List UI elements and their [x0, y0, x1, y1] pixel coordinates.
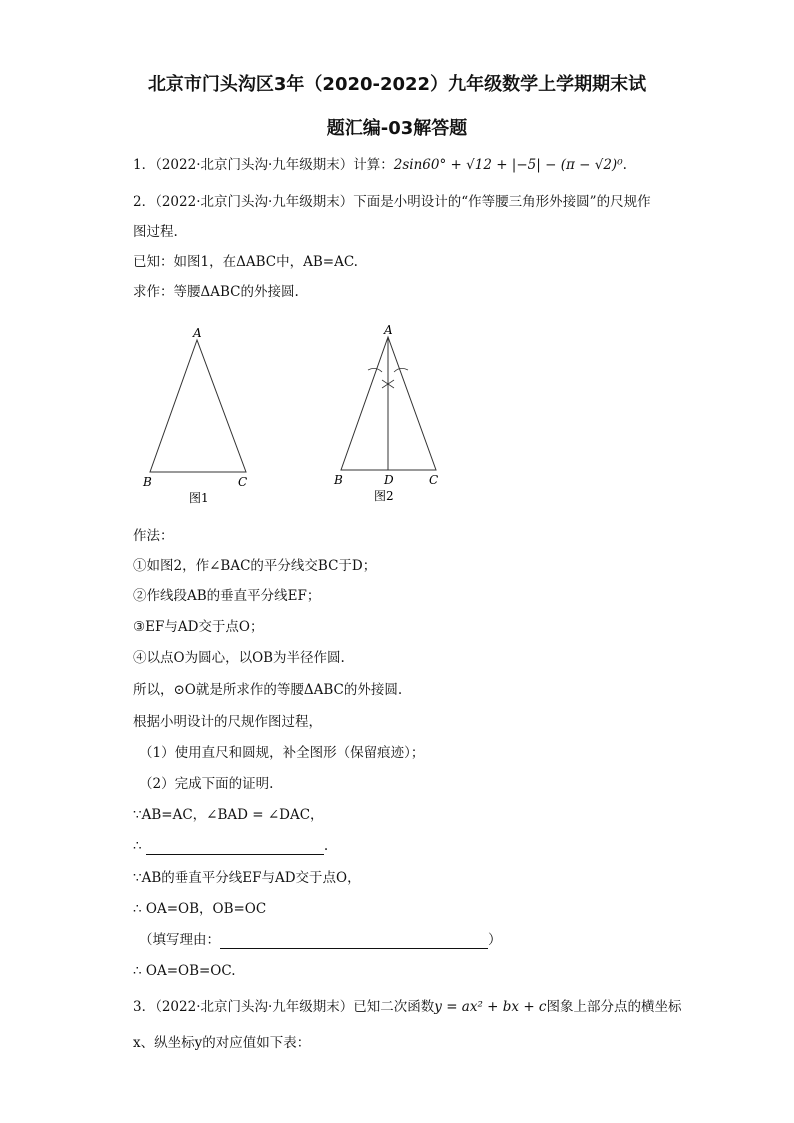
method-step-3: ③EF与AD交于点O； — [133, 619, 264, 635]
question-3-line-2: x、纵坐标y的对应值如下表： — [133, 1035, 311, 1051]
reason-blank[interactable] — [220, 934, 488, 949]
question-1-expression: 2sin60° + √12 + |−5| − (π − √2)⁰ — [393, 157, 623, 173]
proof-line-4: ∴ OA=OB，OB=OC — [133, 901, 267, 917]
question-1-end: . — [622, 157, 627, 173]
question-1-text: 1．（2022·北京门头沟·九年级期末）计算： — [133, 157, 394, 173]
figure-1-triangle — [150, 340, 246, 472]
page-title-line-1: 北京市门头沟区3年（2020-2022）九年级数学上学期期末试 — [147, 74, 647, 95]
figure-1-caption: 图1 — [189, 491, 209, 505]
figure-1 — [142, 326, 247, 505]
figure-2-label-d: D — [384, 473, 394, 487]
question-3-line-1 — [133, 998, 681, 1016]
figure-2-label-a: A — [384, 323, 393, 337]
method-step-1: ①如图2，作∠BAC的平分线交BC于D； — [133, 558, 377, 574]
question-2-find: 求作：等腰ΔABC的外接圆. — [133, 284, 299, 300]
question-3-text-end: 图象上部分点的横坐标 — [546, 999, 682, 1015]
figure-2 — [333, 323, 438, 503]
question-2-line-2: 图过程. — [133, 224, 178, 240]
figure-1-label-c: C — [238, 475, 248, 489]
method-heading: 作法： — [133, 528, 174, 544]
figure-2-caption: 图2 — [374, 489, 394, 503]
figure-2-arc-left — [368, 368, 382, 372]
figure-1-label-a: A — [193, 326, 202, 340]
method-conclusion: 所以，⊙O就是所求作的等腰ΔABC的外接圆. — [133, 682, 403, 698]
question-2-known: 已知：如图1，在ΔABC中，AB=AC. — [133, 254, 358, 270]
question-3-text: 3．（2022·北京门头沟·九年级期末）已知二次函数 — [133, 999, 435, 1015]
proof-therefore: ∴ — [133, 838, 142, 854]
reason-close: ） — [488, 932, 502, 948]
figure-2-arc-right — [394, 368, 408, 372]
method-step-4: ④以点O为圆心，以OB为半径作圆. — [133, 650, 345, 666]
question-2-line-1: 2．（2022·北京门头沟·九年级期末）下面是小明设计的“作等腰三角形外接圆”的尺规作 — [133, 194, 651, 210]
proof-line-2 — [133, 837, 328, 855]
reason-label: （填写理由： — [139, 932, 220, 948]
page-title-line-2: 题汇编-03解答题 — [326, 118, 468, 139]
proof-line-1: ∵AB=AC，∠BAD = ∠DAC， — [133, 807, 324, 823]
proof-blank-1[interactable] — [146, 840, 324, 855]
proof-line-3: ∵AB的垂直平分线EF与AD交于点O， — [133, 870, 361, 886]
proof-line-5 — [139, 931, 502, 949]
figure-2-label-c: C — [429, 473, 439, 487]
part-2: （2）完成下面的证明. — [139, 776, 274, 792]
part-1: （1）使用直尺和圆规，补全图形（保留痕迹）； — [139, 745, 425, 761]
method-step-2: ②作线段AB的垂直平分线EF； — [133, 588, 321, 604]
proof-line-6: ∴ OA=OB=OC. — [133, 963, 236, 979]
figure-1-label-b: B — [143, 475, 152, 489]
proof-line-2-end: . — [323, 838, 329, 854]
figure-2-label-b: B — [334, 473, 343, 487]
question-3-expression: y = ax² + bx + c — [434, 999, 547, 1015]
according-text: 根据小明设计的尺规作图过程， — [133, 714, 322, 730]
